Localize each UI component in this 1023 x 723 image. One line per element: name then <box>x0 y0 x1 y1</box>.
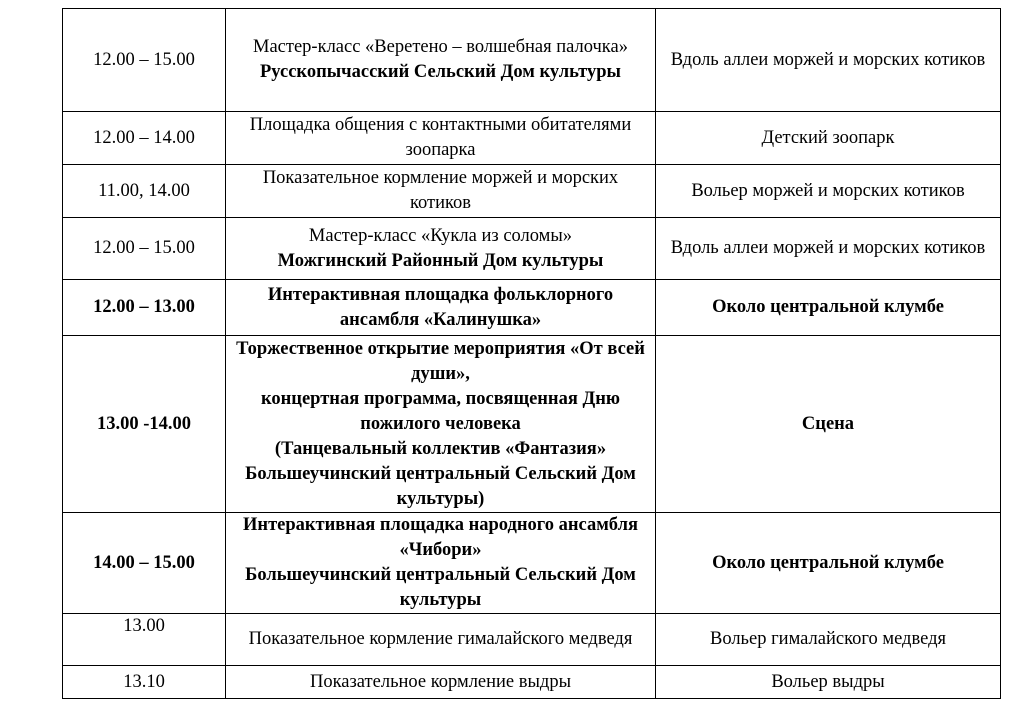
place-cell: Вольер моржей и морских котиков <box>656 165 1001 218</box>
event-text: Показательное кормление моржей и морских котиков <box>262 168 619 213</box>
event-text: Интерактивная площадка народного ансамбля «Чибори» <box>243 515 638 560</box>
place-cell: Вольер выдры <box>656 666 1001 699</box>
time-cell: 13.00 -14.00 <box>63 336 226 513</box>
table-row <box>63 218 1001 280</box>
organizer-text: Большеучинский центральный Сельский Дом культуры <box>245 565 636 610</box>
table-row <box>63 9 1001 112</box>
event-cell <box>226 218 656 280</box>
event-cell <box>226 666 656 699</box>
event-cell <box>226 112 656 165</box>
table-row <box>63 336 1001 513</box>
event-text: Интерактивная площадка фольклорного ансамбля «Калинушка» <box>267 284 614 330</box>
table-row <box>63 165 1001 218</box>
place-cell: Около центральной клумбе <box>656 513 1001 614</box>
event-text: Торжественное открытие мероприятия «От всей души», <box>236 338 645 384</box>
time-cell: 13.10 <box>63 666 226 699</box>
event-cell <box>226 336 656 513</box>
time-cell: 12.00 – 14.00 <box>63 112 226 165</box>
table-row <box>63 112 1001 165</box>
event-cell <box>226 614 656 666</box>
event-text: концертная программа, посвященная Дню пожилого человека <box>260 388 620 434</box>
table-row <box>63 666 1001 699</box>
event-cell <box>226 9 656 112</box>
table-row <box>63 513 1001 614</box>
event-text: Площадка общения с контактными обитателями зоопарка <box>249 115 632 160</box>
time-cell: 12.00 – 13.00 <box>63 280 226 336</box>
event-cell <box>226 280 656 336</box>
event-text: Мастер-класс «Веретено – волшебная палочка» <box>253 37 628 57</box>
event-text: Показательное кормление выдры <box>309 671 572 692</box>
time-cell: 11.00, 14.00 <box>63 165 226 218</box>
event-text: Показательное кормление гималайского медведя <box>248 629 633 649</box>
place-cell: Вольер гималайского медведя <box>656 614 1001 666</box>
organizer-text: Русскопычасский Сельский Дом культуры <box>260 62 621 82</box>
place-cell: Вдоль аллеи моржей и морских котиков <box>656 9 1001 112</box>
time-cell: 14.00 – 15.00 <box>63 513 226 614</box>
event-text: Мастер-класс «Кукла из соломы» <box>308 225 573 246</box>
place-cell: Сцена <box>656 336 1001 513</box>
place-cell: Детский зоопарк <box>656 112 1001 165</box>
event-cell <box>226 165 656 218</box>
organizer-text: (Танцевальный коллектив «Фантазия» Большеучинский центральный Сельский Дом культуры) <box>245 438 636 509</box>
table-row <box>63 614 1001 666</box>
table-row <box>63 280 1001 336</box>
time-cell: 12.00 – 15.00 <box>63 218 226 280</box>
time-cell: 13.00 <box>63 614 226 666</box>
place-cell: Около центральной клумбе <box>656 280 1001 336</box>
event-cell <box>226 513 656 614</box>
place-cell: Вдоль аллеи моржей и морских котиков <box>656 218 1001 280</box>
organizer-text: Можгинский Районный Дом культуры <box>277 250 604 271</box>
schedule-table <box>62 8 1001 699</box>
time-cell: 12.00 – 15.00 <box>63 9 226 112</box>
